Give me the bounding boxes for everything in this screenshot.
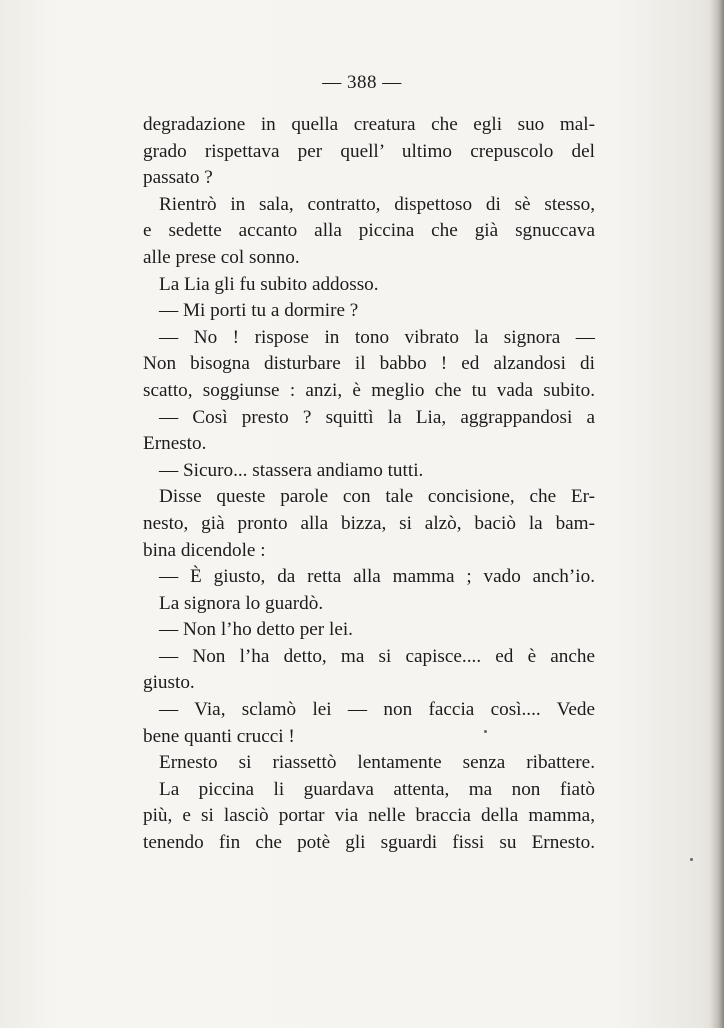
- text-line: — È giusto, da retta alla mamma ; vado anch’io.: [159, 566, 595, 588]
- text-line: tenendo fin che potè gli sguardi fissi su Ernesto.: [143, 832, 595, 854]
- text-line: nesto, già pronto alla bizza, si alzò, baciò la bam-: [143, 512, 595, 534]
- text-line: bina dicendole :: [143, 539, 266, 561]
- text-line: — Via, sclamò lei — non faccia così.... Vede: [159, 699, 595, 721]
- text-line: — Sicuro... stassera andiamo tutti.: [159, 459, 424, 481]
- text-line: e sedette accanto alla piccina che già sgnuccava: [143, 220, 595, 242]
- text-line: Disse queste parole con tale concisione, che Er-: [159, 486, 595, 508]
- page-number: — 388 —: [322, 72, 402, 93]
- ink-speck: [484, 730, 487, 733]
- text-line: — Mi porti tu a dormire ?: [159, 300, 359, 322]
- text-line: passato ?: [143, 167, 213, 189]
- text-line: Rientrò in sala, contratto, dispettoso di sè stesso,: [159, 193, 595, 215]
- ink-speck: [690, 858, 693, 861]
- body-text: [143, 112, 595, 857]
- text-line: giusto.: [143, 672, 195, 694]
- text-line: — Non l’ho detto per lei.: [159, 619, 353, 641]
- text-line: bene quanti crucci !: [143, 725, 295, 747]
- text-line: — Non l’ha detto, ma si capisce.... ed è anche: [159, 645, 595, 667]
- text-line: La piccina li guardava attenta, ma non fiatò: [159, 778, 595, 800]
- text-line: più, e si lasciò portar via nelle braccia della mamma,: [143, 805, 595, 827]
- text-line: scatto, soggiunse : anzi, è meglio che tu vada subito.: [143, 379, 595, 401]
- page-edge-shadow: [710, 0, 724, 1028]
- text-line: degradazione in quella creatura che egli suo mal-: [143, 114, 595, 135]
- text-line: Ernesto si riassettò lentamente senza ribattere.: [159, 752, 595, 774]
- text-line: La Lia gli fu subito addosso.: [159, 273, 379, 295]
- text-line: La signora lo guardò.: [159, 592, 324, 614]
- text-line: grado rispettava per quell’ ultimo crepuscolo del: [143, 140, 595, 162]
- text-line: Non bisogna disturbare il babbo ! ed alzandosi di: [143, 353, 595, 375]
- text-line: Ernesto.: [143, 433, 207, 455]
- text-line: — No ! rispose in tono vibrato la signora —: [159, 326, 595, 348]
- text-line: — Così presto ? squittì la Lia, aggrappandosi a: [159, 406, 595, 428]
- text-line: alle prese col sonno.: [143, 246, 300, 268]
